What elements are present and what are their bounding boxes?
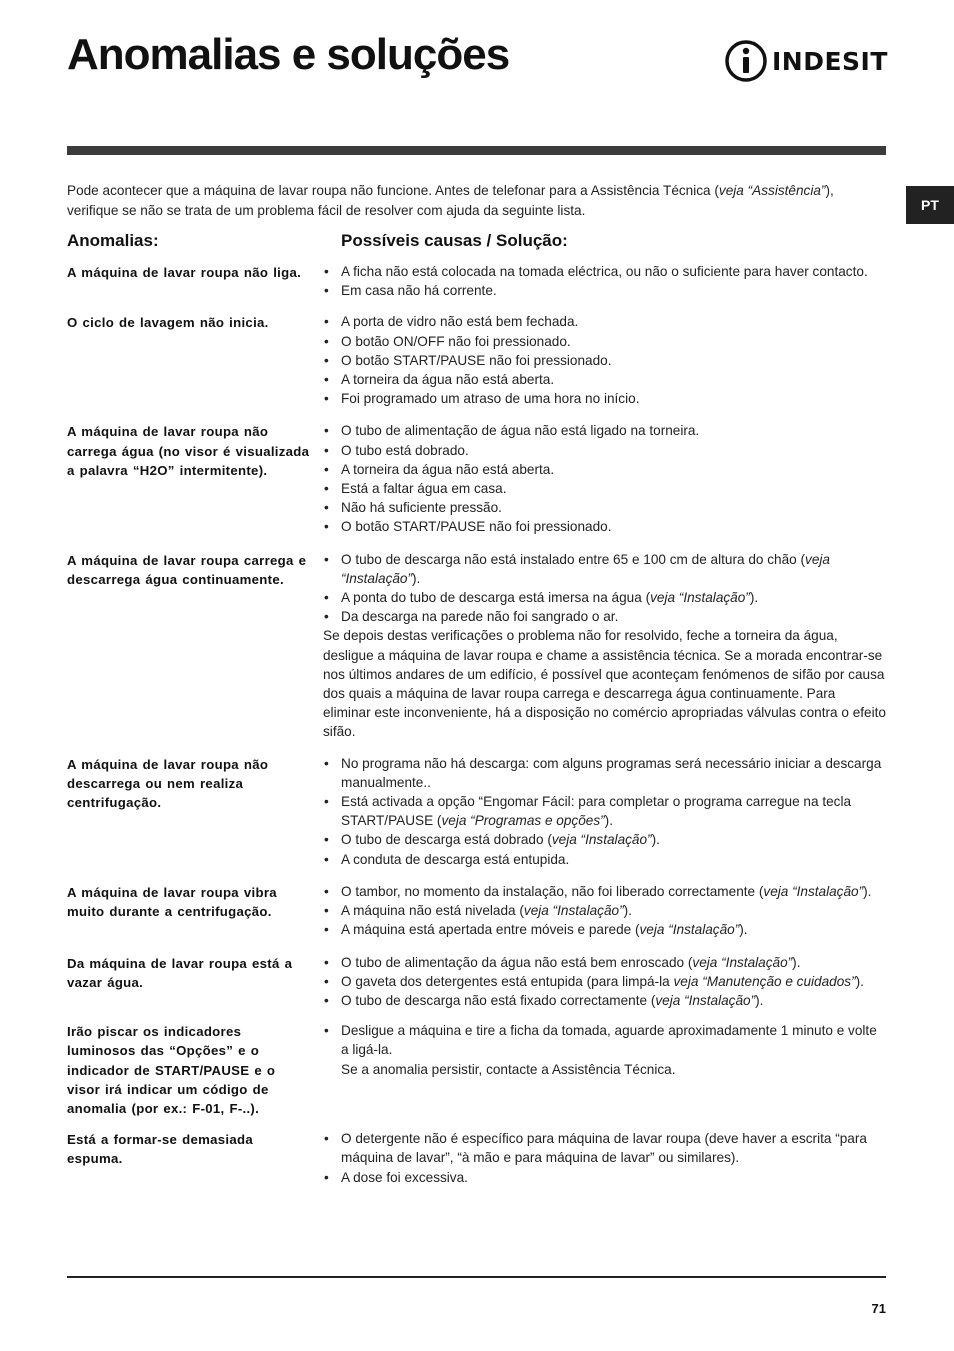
cause-text: A ponta do tubo de descarga está imersa na água ( bbox=[341, 590, 651, 606]
cause-text: A porta de vidro não está bem fechada. bbox=[341, 314, 579, 330]
cause-item bbox=[323, 588, 886, 607]
table-row bbox=[67, 882, 886, 940]
causes-heading: Possíveis causas / Solução: bbox=[341, 231, 568, 250]
cause-item bbox=[323, 953, 886, 972]
anomaly-label: A máquina de lavar roupa não descarrega ou nem realiza centrifugação. bbox=[67, 756, 269, 811]
anomaly-label: A máquina de lavar roupa vibra muito durante a centrifugação. bbox=[67, 884, 277, 920]
solution-cell bbox=[323, 312, 886, 408]
footer-rule bbox=[67, 1276, 886, 1278]
cause-reference: veja “Instalação” bbox=[650, 590, 750, 606]
cause-reference: veja “Manutenção e cuidados” bbox=[673, 973, 856, 989]
solution-cell bbox=[323, 1129, 886, 1187]
cause-item bbox=[323, 1021, 886, 1059]
solution-cell bbox=[323, 550, 886, 742]
cause-text: O botão START/PAUSE não foi pressionado. bbox=[341, 519, 612, 535]
cause-item bbox=[323, 550, 886, 588]
anomaly-label: Da máquina de lavar roupa está a vazar água. bbox=[67, 955, 293, 990]
cause-item bbox=[323, 991, 886, 1010]
cause-item bbox=[323, 901, 886, 920]
cause-text: Não há suficiente pressão. bbox=[341, 500, 502, 516]
cause-list bbox=[323, 1129, 886, 1187]
cause-text-end: ). bbox=[739, 922, 748, 938]
cause-item bbox=[323, 281, 886, 300]
solution-cell bbox=[323, 953, 886, 1011]
cause-text: A dose foi excessiva. bbox=[341, 1169, 468, 1185]
cause-item bbox=[323, 479, 886, 498]
cause-text-end: ). bbox=[792, 954, 801, 970]
cause-text-end: ). bbox=[604, 813, 613, 829]
cause-item bbox=[323, 498, 886, 517]
anomaly-label: A máquina de lavar roupa não carrega água (no visor é visualizada a palavra “H2O” intermitente). bbox=[67, 424, 310, 478]
cause-reference: veja “Instalação” bbox=[341, 551, 830, 586]
intro-text-end: ), verifique se não se trata de um problema fácil de resolver com ajuda da seguinte lista. bbox=[67, 183, 834, 218]
anomaly-label: O ciclo de lavagem não inicia. bbox=[67, 315, 269, 331]
cause-text: O tubo de alimentação de água não está ligado na torneira. bbox=[341, 423, 700, 439]
cause-text: Está activada a opção “Engomar Fácil: para completar o programa carregue na tecla START/PAUSE ( bbox=[341, 794, 852, 829]
cause-text: A torneira da água não está aberta. bbox=[341, 461, 555, 477]
cause-text: No programa não há descarga: com alguns programas será necessário iniciar a descarga manualmente.. bbox=[341, 755, 882, 790]
cause-item bbox=[323, 262, 886, 281]
cause-text-end: ). bbox=[623, 903, 632, 919]
cause-item bbox=[323, 421, 886, 440]
intro-paragraph bbox=[67, 181, 842, 221]
cause-list bbox=[323, 953, 886, 1011]
cause-reference: veja “Instalação” bbox=[551, 832, 652, 848]
cause-item bbox=[323, 1168, 886, 1187]
cause-text: O botão ON/OFF não foi pressionado. bbox=[341, 333, 571, 349]
troubleshooting-table bbox=[67, 262, 886, 1187]
cause-item bbox=[323, 792, 886, 830]
language-tab: PT bbox=[906, 186, 954, 224]
cause-item bbox=[323, 882, 886, 901]
cause-text: A máquina está apertada entre móveis e parede ( bbox=[341, 922, 640, 938]
cause-list bbox=[323, 312, 886, 408]
solution-cell bbox=[323, 882, 886, 940]
cause-text: O tubo de descarga não está fixado correctamente ( bbox=[341, 992, 656, 1008]
cause-text: O gaveta dos detergentes está entupida (para limpá-la bbox=[341, 973, 674, 989]
cause-text-end: ). bbox=[863, 883, 872, 899]
table-row bbox=[67, 1021, 886, 1118]
cause-item bbox=[323, 830, 886, 849]
cause-item bbox=[323, 389, 886, 408]
anomaly-label: Irão piscar os indicadores luminosos das “Opções” e o indicador de START/PAUSE e o visor irá indicar um código de anomalia (por ex.: F-01, F-..). bbox=[67, 1024, 276, 1116]
cause-reference: veja “Instalação” bbox=[763, 883, 864, 899]
cause-text: Está a faltar água em casa. bbox=[341, 481, 507, 497]
cause-item bbox=[323, 920, 886, 939]
solution-cell bbox=[323, 421, 886, 536]
cause-list bbox=[323, 262, 886, 300]
cause-text: O tubo está dobrado. bbox=[341, 442, 469, 458]
cause-list bbox=[323, 754, 886, 869]
table-row bbox=[67, 312, 886, 408]
cause-text: A ficha não está colocada na tomada eléctrica, ou não o suficiente para haver contacto. bbox=[341, 264, 868, 279]
cause-item bbox=[323, 972, 886, 991]
cause-text: A máquina não está nivelada ( bbox=[341, 903, 524, 919]
cause-reference: veja “Programas e opções” bbox=[441, 813, 605, 829]
cause-text: Em casa não há corrente. bbox=[341, 283, 497, 299]
cause-text: Foi programado um atraso de uma hora no início. bbox=[341, 391, 640, 407]
cause-item bbox=[323, 754, 886, 792]
cause-text-end: ). bbox=[651, 832, 660, 848]
intro-text: Pode acontecer que a máquina de lavar roupa não funcione. Antes de telefonar para a Assistência Técnica ( bbox=[67, 183, 719, 198]
cause-item bbox=[323, 312, 886, 331]
anomaly-label: Está a formar-se demasiada espuma. bbox=[67, 1132, 253, 1167]
cause-text-end: ). bbox=[749, 590, 759, 606]
cause-item bbox=[323, 351, 886, 370]
table-row bbox=[67, 1129, 886, 1187]
cause-text: O tubo de descarga não está instalado entre 65 e 100 cm de altura do chão ( bbox=[341, 551, 806, 567]
anomaly-label: A máquina de lavar roupa carrega e descarrega água continuamente. bbox=[67, 552, 307, 587]
cause-reference: veja “Instalação” bbox=[639, 922, 740, 938]
indesit-logo-icon bbox=[724, 38, 768, 84]
solution-paragraph: Se depois destas verificações o problema não for resolvido, feche a torneira da água, desligue a máquina de lavar roupa e chame a assistência técnica. Se a morada encontrar-se nos últimos andares de um edifício, é possível que aconteçam fenómenos de sifão por causa dos quais a máquina de lavar roupa carrega e descarrega água continuamente. Para eliminar este inconveniente, há a disposição no comércio apropriadas válvulas contra o efeito sifão. bbox=[323, 628, 886, 740]
cause-reference: veja “Instalação” bbox=[523, 903, 624, 919]
cause-item bbox=[323, 441, 886, 460]
cause-text: Desligue a máquina e tire a ficha da tomada, aguarde aproximadamente 1 minuto e volte a ligá-la. bbox=[341, 1023, 877, 1058]
table-row bbox=[67, 262, 886, 300]
solution-cell bbox=[323, 754, 886, 869]
header-rule bbox=[67, 146, 886, 155]
cause-text: A conduta de descarga está entupida. bbox=[341, 851, 570, 867]
intro-italic: veja “Assistência” bbox=[718, 183, 826, 198]
solution-cell bbox=[323, 1021, 886, 1118]
cause-reference: veja “Instalação” bbox=[655, 992, 756, 1008]
table-row bbox=[67, 421, 886, 536]
cause-text: Da descarga na parede não foi sangrado o ar. bbox=[341, 609, 619, 625]
cause-list bbox=[323, 550, 886, 627]
cause-text: A torneira da água não está aberta. bbox=[341, 372, 555, 388]
cause-item bbox=[323, 517, 886, 536]
page-title: Anomalias e soluções bbox=[67, 30, 510, 79]
cause-text: O detergente não é específico para máquina de lavar roupa (deve haver a escrita “para máquina de lavar”, “à mão e para máquina de lavar” ou similares). bbox=[341, 1131, 867, 1166]
cause-item bbox=[323, 332, 886, 351]
cause-item bbox=[323, 607, 886, 626]
cause-reference: veja “Instalação” bbox=[692, 954, 793, 970]
cause-text-end: ). bbox=[855, 973, 864, 989]
cause-list bbox=[323, 1021, 886, 1059]
cause-list bbox=[323, 421, 886, 536]
anomaly-label: A máquina de lavar roupa não liga. bbox=[67, 265, 302, 280]
cause-item bbox=[323, 850, 886, 869]
solution-cell bbox=[323, 262, 886, 300]
brand-logo bbox=[724, 38, 888, 84]
anomalies-heading: Anomalias: bbox=[67, 231, 159, 250]
table-row bbox=[67, 953, 886, 1011]
cause-item bbox=[323, 1129, 886, 1167]
cause-text-end: ). bbox=[412, 570, 421, 586]
page-number: 71 bbox=[871, 1301, 886, 1316]
cause-list bbox=[323, 882, 886, 940]
cause-item bbox=[323, 460, 886, 479]
solution-note: Se a anomalia persistir, contacte a Assistência Técnica. bbox=[341, 1061, 676, 1077]
table-row bbox=[67, 754, 886, 869]
cause-text: O tubo de alimentação da água não está bem enroscado ( bbox=[341, 954, 693, 970]
cause-text: O botão START/PAUSE não foi pressionado. bbox=[341, 352, 612, 368]
cause-item bbox=[323, 370, 886, 389]
cause-text: O tubo de descarga está dobrado ( bbox=[341, 832, 552, 848]
table-row bbox=[67, 550, 886, 742]
cause-text: O tambor, no momento da instalação, não foi liberado correctamente ( bbox=[341, 883, 764, 899]
brand-name: INDESIT bbox=[772, 46, 888, 76]
cause-text-end: ). bbox=[755, 992, 764, 1008]
